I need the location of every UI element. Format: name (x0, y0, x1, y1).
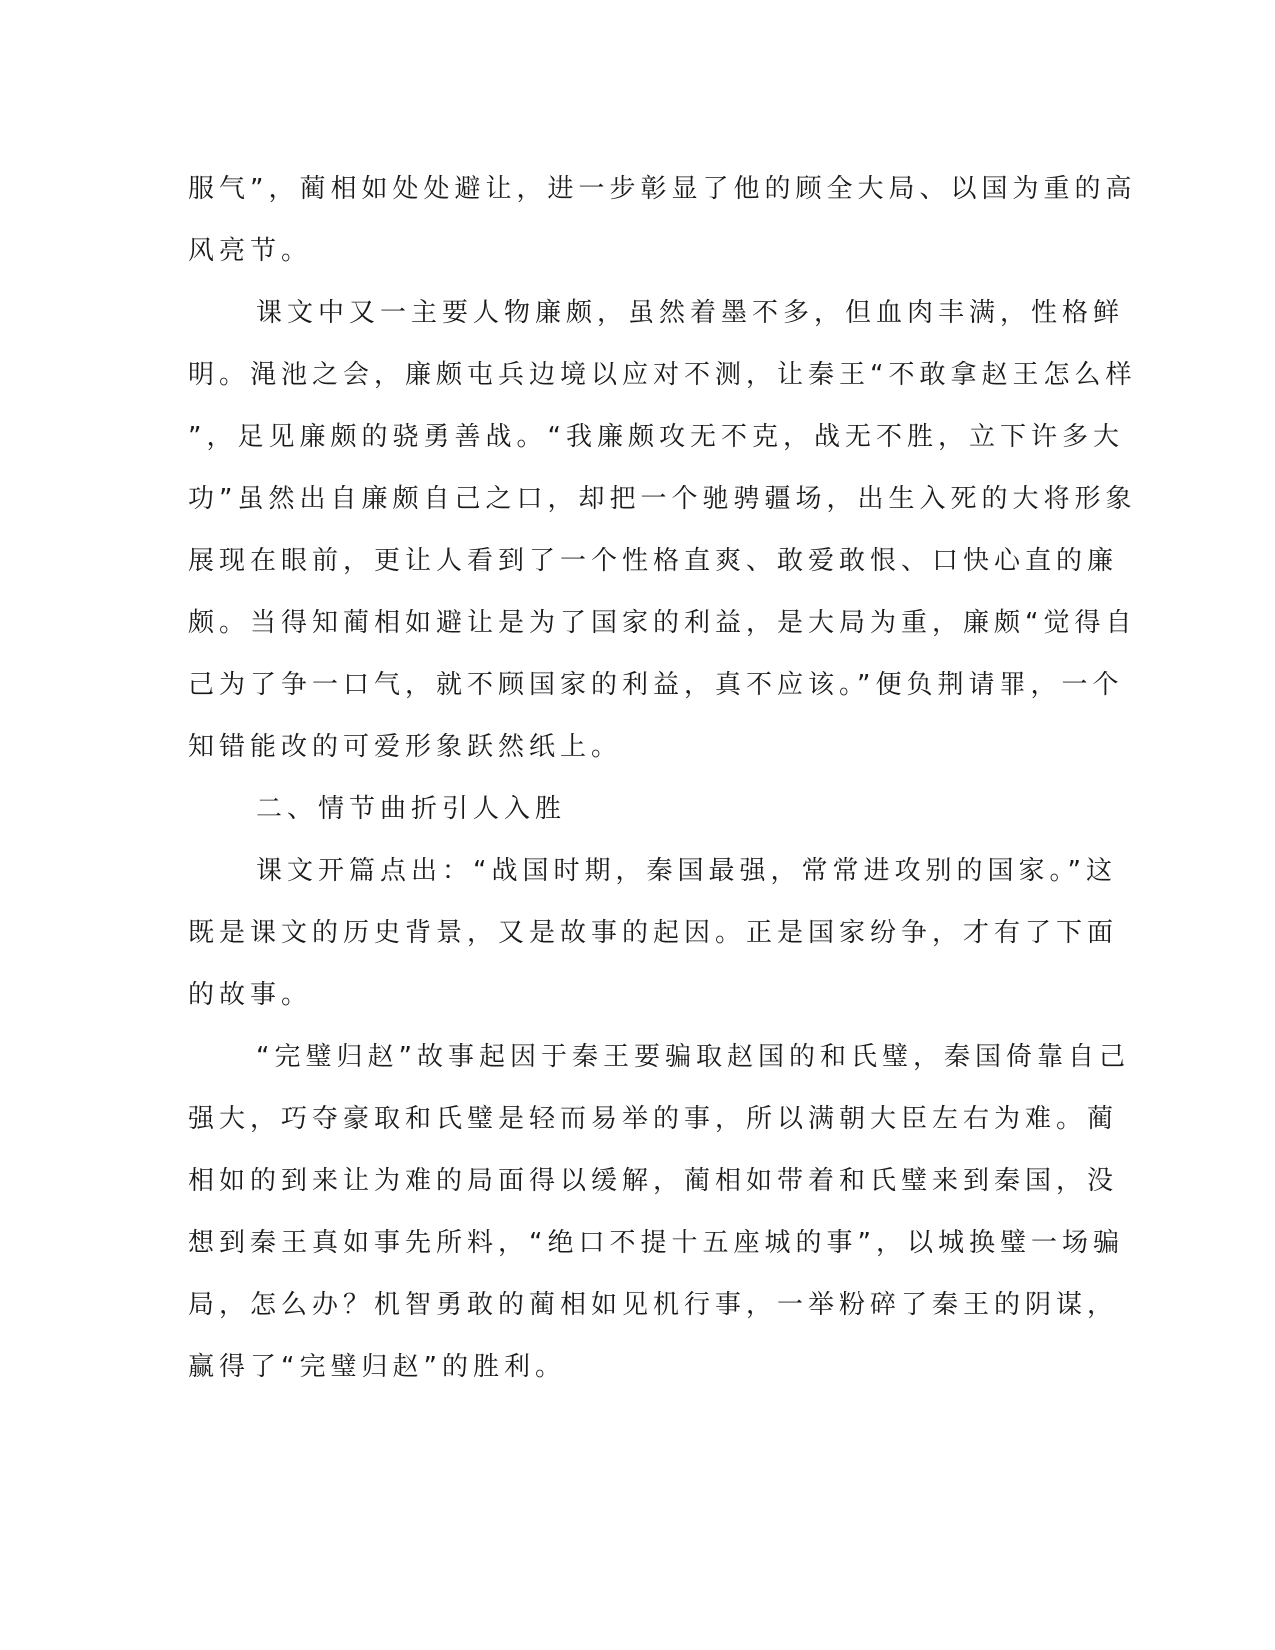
paragraph-start-line: 课文中又一主要人物廉颇，虽然着墨不多，但血肉丰满，性格鲜 (256, 298, 1125, 328)
text-line: 局，怎么办？机智勇敢的蔺相如见机行事，一举粉碎了秦王的阴谋， (188, 1290, 1119, 1320)
text-line: ”，足见廉颇的骁勇善战。“我廉颇攻无不克，战无不胜，立下许多大 (188, 422, 1124, 452)
text-line: 明。渑池之会，廉颇屯兵边境以应对不测，让秦王“不敢拿赵王怎么样 (188, 360, 1137, 390)
document-body (188, 158, 1137, 1398)
text-line: 赢得了“完璧归赵”的胜利。 (188, 1352, 566, 1382)
text-line: 风亮节。 (188, 236, 313, 266)
text-line: 强大，巧夺豪取和氏璧是轻而易举的事，所以满朝大臣左右为难。蔺 (188, 1104, 1119, 1134)
paragraph-start-line: “完璧归赵”故事起因于秦王要骗取赵国的和氏璧，秦国倚靠自己 (256, 1042, 1130, 1072)
text-line: 己为了争一口气，就不顾国家的利益，真不应该。”便负荆请罪，一个 (188, 670, 1124, 700)
text-line: 既是课文的历史背景，又是故事的起因。正是国家纷争，才有了下面 (188, 918, 1119, 948)
text-line: 功”虽然出自廉颇自己之口，却把一个驰骋疆场，出生入死的大将形象 (188, 484, 1137, 514)
text-line: 服气”，蔺相如处处避让，进一步彰显了他的顾全大局、以国为重的高 (188, 174, 1137, 204)
text-line: 知错能改的可爱形象跃然纸上。 (188, 732, 623, 762)
text-line: 想到秦王真如事先所料，“绝口不提十五座城的事”，以城换璧一场骗 (188, 1228, 1124, 1258)
text-line: 颇。当得知蔺相如避让是为了国家的利益，是大局为重，廉颇“觉得自 (188, 608, 1137, 638)
section-heading: 二、情节曲折引人入胜 (256, 794, 567, 824)
text-line: 相如的到来让为难的局面得以缓解，蔺相如带着和氏璧来到秦国，没 (188, 1166, 1119, 1196)
text-line: 展现在眼前，更让人看到了一个性格直爽、敢爱敢恨、口快心直的廉 (188, 546, 1119, 576)
text-line: 的故事。 (188, 980, 313, 1010)
paragraph-start-line: 课文开篇点出：“战国时期，秦国最强，常常进攻别的国家。”这 (256, 856, 1117, 886)
